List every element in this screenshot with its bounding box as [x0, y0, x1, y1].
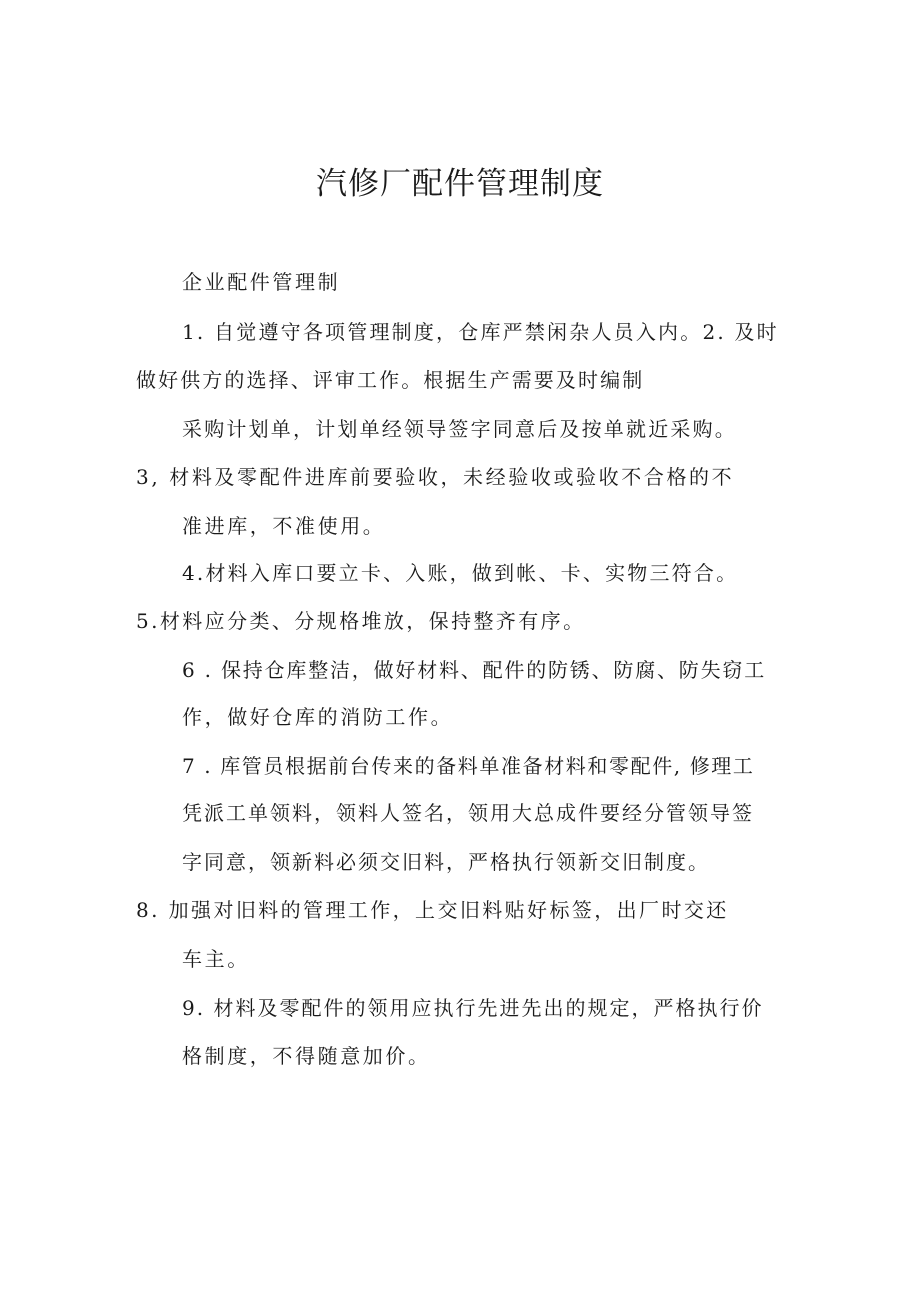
paragraph-line: 5.材料应分类、分规格堆放，保持整齐有序。 — [136, 609, 586, 633]
paragraph-line: 7 . 库管员根据前台传来的备料单准备材料和零配件, 修理工 — [182, 754, 755, 778]
paragraph-line: 准进库，不准使用。 — [182, 514, 386, 538]
paragraph-line: 4.材料入库口要立卡、入账，做到帐、卡、实物三符合。 — [182, 561, 739, 585]
paragraph-line: 凭派工单领料，领料人签名，领用大总成件要经分管领导签 — [182, 801, 754, 825]
paragraph-line: 8. 加强对旧料的管理工作，上交旧料贴好标签，出厂时交还 — [136, 898, 729, 922]
subtitle-line: 企业配件管理制 — [182, 270, 341, 294]
paragraph-line: 采购计划单，计划单经领导签字同意后及按单就近采购。 — [182, 417, 737, 441]
paragraph-line: 9. 材料及零配件的领用应执行先进先出的规定，严格执行价 — [182, 996, 764, 1020]
paragraph-line: 3, 材料及零配件进库前要验收，未经验收或验收不合格的不 — [136, 465, 735, 489]
paragraph-line: 做好供方的选择、评审工作。根据生产需要及时编制 — [136, 368, 645, 392]
paragraph-line: 作，做好仓库的消防工作。 — [182, 705, 454, 729]
paragraph-line: 车主。 — [182, 947, 250, 971]
paragraph-line: 6 . 保持仓库整洁，做好材料、配件的防锈、防腐、防失窃工 — [182, 658, 766, 682]
paragraph-line: 字同意，领新料必须交旧料，严格执行领新交旧制度。 — [182, 850, 710, 874]
document-title: 汽修厂配件管理制度 — [316, 166, 604, 202]
paragraph-line: 1. 自觉遵守各项管理制度，仓库严禁闲杂人员入内。2. 及时 — [182, 320, 779, 344]
paragraph-line: 格制度，不得随意加价。 — [182, 1044, 431, 1068]
